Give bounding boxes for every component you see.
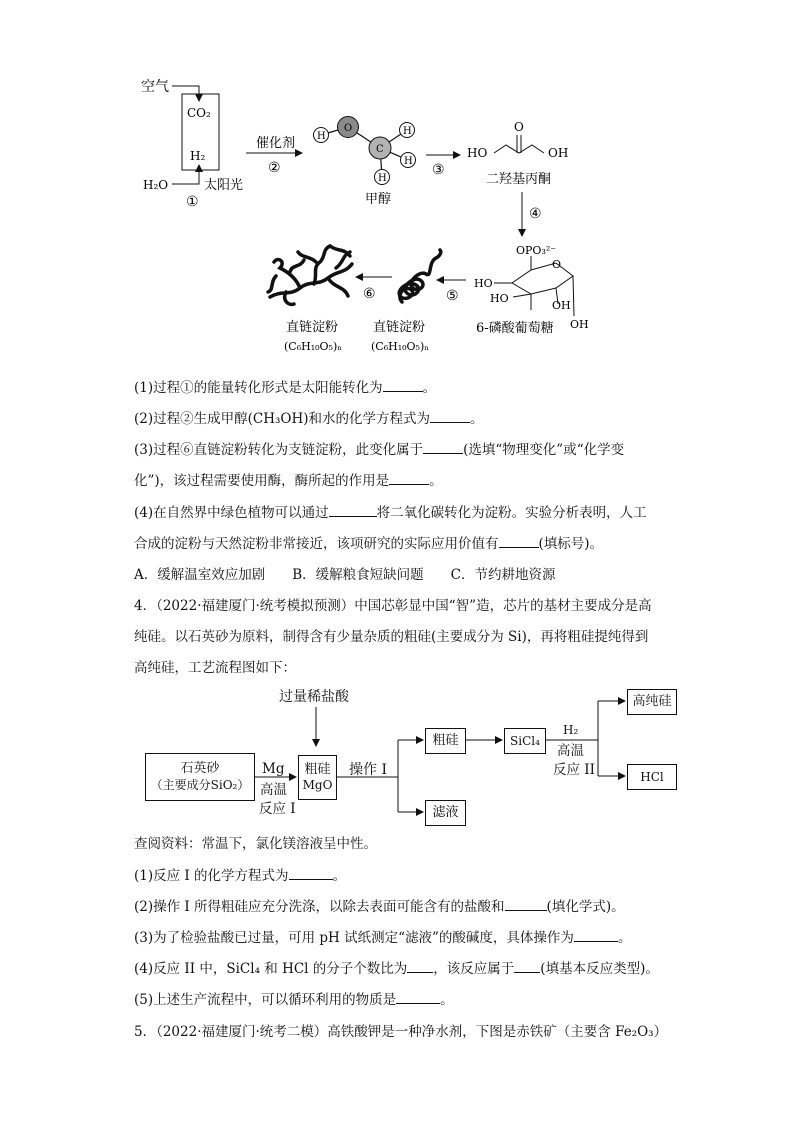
svg-text:H: H [403,126,412,137]
step2-label: ② [268,160,281,176]
q3-part1: (1)过程①的能量转化形式是太阳能转化为 。 [134,380,437,396]
svg-text:H: H [378,173,387,184]
q3-options: A．缓解温室效应加剧 B．缓解粮食短缺问题 C．节约耕地资源 [134,567,556,583]
co2-label: CO₂ [187,106,211,120]
sunlight-label: 太阳光 [204,178,244,193]
answer-blank[interactable] [505,910,547,911]
answer-blank[interactable] [574,941,618,942]
svg-text:OH: OH [552,299,571,312]
answer-blank[interactable] [396,1003,440,1004]
operation-label: 操作 I [349,762,387,778]
h2-label: H₂ [563,723,579,737]
step5-label: ⑤ [446,288,459,304]
quartz-name: 石英砂 [180,761,220,777]
g6p-label: 6-磷酸葡萄糖 [476,321,554,336]
reaction2-label: 反应 II [553,762,595,778]
svg-text:HO: HO [467,146,488,160]
high-temp-label-2: 高温 [557,743,584,759]
acid-label: 过量稀盐酸 [279,689,349,705]
step6-label: ⑥ [363,286,376,302]
answer-blank[interactable] [407,972,433,973]
catalyst-label: 催化剂 [256,136,296,151]
quartz-composition: （主要成分SiO₂） [150,777,250,792]
methanol-label: 甲醇 [365,192,392,207]
q5-intro-line1: 5．（2022·福建厦门·统考二模）高铁酸钾是一种净水剂，下图是赤铁矿（主要含 Fe₂O₃） [134,1024,668,1040]
pure-si-box: 高纯硅 [627,689,677,715]
q4-part1: (1)反应 I 的化学方程式为 。 [134,868,347,884]
q3-part4-line1: (4)在自然界中绿色植物可以通过 将二氧化碳转化为淀粉。实验分析表明，人工 [134,505,647,521]
quartz-box [145,753,255,801]
svg-text:O: O [344,123,353,134]
svg-text:OH: OH [548,146,569,160]
hcl-box: HCl [627,764,677,790]
q4-part5: (5)上述生产流程中，可以循环利用的物质是 。 [134,992,454,1008]
h2-label: H₂ [190,149,206,163]
crude-mgo-label-1: 粗硅 [304,761,331,777]
svg-text:HO: HO [474,277,493,290]
q4-intro-line3: 高纯硅，工艺流程图如下： [134,660,296,676]
svg-text:OPO₃²⁻: OPO₃²⁻ [516,244,557,257]
reaction1-label: 反应 I [259,801,296,817]
q4-part2: (2)操作 I 所得粗硅应充分洗涤，以除去表面可能含有的盐酸和 (填化学式)。 [134,899,625,915]
branched-starch-label: 直链淀粉 [286,320,339,335]
answer-blank[interactable] [289,879,333,880]
q3-part4-line2: 合成的淀粉与天然淀粉非常接近，该项研究的实际应用价值有 (填标号)。 [134,536,604,552]
amylose-formula: (C₆H₁₀O₅)ₙ [371,340,430,353]
q4-intro-line1: 4．（2022·福建厦门·统考模拟预测）中国芯彰显中国“智”造，芯片的基材主要成分是高 [134,598,652,614]
step3-label: ③ [432,162,445,178]
q4-part3: (3)为了检验盐酸已过量，可用 pH 试纸测定“滤液”的酸碱度，具体操作为 。 [134,930,632,946]
svg-text:O: O [552,258,562,271]
svg-text:OH: OH [570,318,589,331]
q3-part2: (2)过程②生成甲醇(CH₃OH)和水的化学方程式为 。 [134,411,484,427]
svg-text:O: O [514,120,524,134]
answer-blank[interactable] [514,972,540,973]
crude-si-box: 粗硅 [425,728,466,754]
step1-label: ① [186,194,199,210]
air-label: 空气 [141,79,169,95]
high-temp-label-1: 高温 [260,782,287,798]
sicl4-box: SiCl₄ [504,728,546,754]
q4-intro-line2: 纯硅。以石英砂为原料，制得含有少量杂质的粗硅(主要成分为 Si)，再将粗硅提纯得到 [134,629,649,645]
svg-text:HO: HO [490,292,509,305]
dha-label: 二羟基丙酮 [486,172,552,187]
q3-part3-line2: 化”)，该过程需要使用酶，酶所起的作用是 。 [134,473,443,489]
q4-info: 查阅资料：常温下，氯化镁溶液呈中性。 [134,836,377,852]
svg-text:H: H [404,156,413,167]
amylose-label: 直链淀粉 [373,320,426,335]
branched-starch-formula: (C₆H₁₀O₅)ₙ [284,340,343,353]
mg-label: Mg [262,761,285,777]
q4-part4: (4)反应 II 中，SiCl₄ 和 HCl 的分子个数比为 ，该反应属于 (填基本反应类型)。 [134,961,659,977]
crude-mgo-label-2: MgO [302,778,333,793]
svg-text:H: H [317,131,326,142]
crude-mgo-box [298,755,337,800]
svg-text:C: C [376,144,384,155]
step4-label: ④ [529,206,542,222]
filtrate-box: 滤液 [425,800,466,826]
q3-part3-line1: (3)过程⑥直链淀粉转化为支链淀粉，此变化属于 (选填“物理变化”或“化学变 [134,442,625,458]
h2o-label: H₂O [143,178,169,192]
